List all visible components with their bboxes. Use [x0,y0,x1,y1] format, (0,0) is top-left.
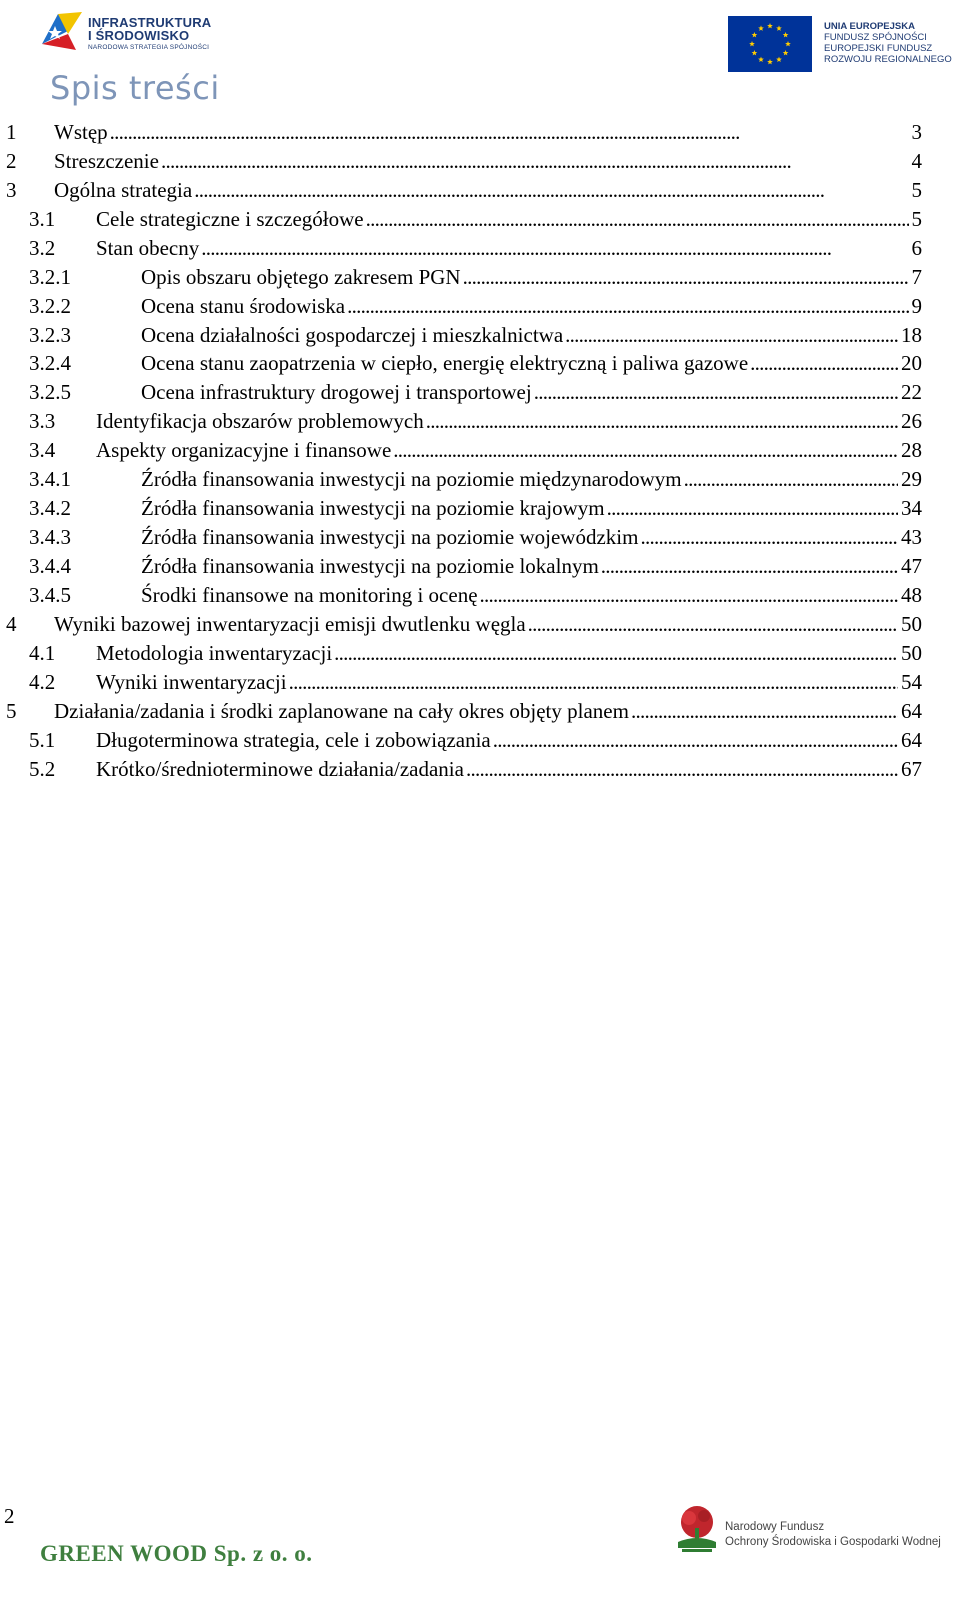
toc-page-number[interactable]: 67 [901,756,922,781]
toc-line [54,611,922,637]
toc-leader-dots [631,698,898,724]
toc-title[interactable]: Ocena działalności gospodarczej i mieszkalnictwa [141,322,564,347]
toc-title[interactable]: Ocena stanu zaopatrzenia w ciepło, energię elektryczną i paliwa gazowe [141,351,749,376]
toc-title[interactable]: Długoterminowa strategia, cele i zobowiązania [96,727,491,752]
toc-title[interactable]: Wstęp [54,119,108,144]
toc-entry[interactable] [0,550,960,579]
toc-entry[interactable] [0,174,960,203]
logo-line-2: I ŚRODOWISKO [88,28,190,43]
star-arrow-icon [38,8,84,52]
toc-page-number[interactable]: 3 [911,119,922,144]
toc-entry[interactable] [0,608,960,637]
toc-title[interactable]: Środki finansowe na monitoring i ocenę [141,582,478,607]
toc-leader-dots [334,640,898,666]
toc-page-number[interactable]: 64 [901,727,922,752]
toc-title[interactable]: Wyniki inwentaryzacji [96,669,287,694]
toc-page-number[interactable]: 28 [901,438,922,463]
toc-entry[interactable] [0,521,960,550]
toc-line [141,495,922,521]
toc-number: 3.4.4 [29,554,71,578]
toc-number: 3 [6,177,17,202]
toc-title[interactable]: Źródła finansowania inwestycji na poziomie wojewódzkim [141,525,639,550]
fund-logo-text [725,1520,941,1550]
toc-title[interactable]: Źródła finansowania inwestycji na poziomie lokalnym [141,554,599,578]
eu-logo [728,16,958,74]
toc-title[interactable]: Aspekty organizacyjne i finansowe [96,438,392,463]
toc-entry[interactable] [0,232,960,261]
toc-entry[interactable] [0,203,960,232]
fund-line-1: Narodowy Fundusz [725,1521,825,1533]
toc-entry[interactable] [0,290,960,319]
toc-leader-dots [528,611,898,637]
fund-line-2: Ochrony Środowiska i Gospodarki Wodnej [725,1536,941,1548]
toc-line [141,553,922,579]
toc-title[interactable]: Ogólna strategia [54,177,193,202]
toc-number: 5.1 [29,727,56,752]
toc-title[interactable]: Ocena stanu środowiska [141,293,346,318]
toc-entry[interactable] [0,434,960,463]
toc-page-number[interactable]: 9 [911,293,922,318]
toc-line [141,322,922,348]
toc-leader-dots [480,582,898,608]
toc-leader-dots [194,177,908,203]
page-title: Spis treści [50,69,220,107]
toc-line [141,379,922,405]
toc-page-number[interactable]: 43 [901,525,922,550]
toc-number: 3.2.4 [29,351,71,376]
footer-company: GREEN WOOD Sp. z o. o. [40,1541,313,1566]
toc-entry[interactable] [0,666,960,695]
toc-leader-dots [463,264,909,290]
toc-page-number[interactable]: 34 [901,496,922,521]
eu-logo-text [824,21,952,65]
toc-page-number[interactable]: 20 [901,351,922,376]
toc-title[interactable]: Metodologia inwentaryzacji [96,640,333,665]
toc-number: 3.3 [29,409,56,434]
toc-line [54,177,922,203]
toc-number: 3.4.3 [29,525,71,550]
toc-line [141,350,922,376]
page-number: 2 [4,1504,15,1528]
toc-page-number[interactable]: 50 [901,611,922,636]
toc-number: 3.2.2 [29,293,71,318]
toc-leader-dots [601,553,898,579]
toc-leader-dots [393,437,898,463]
toc-entry[interactable] [0,376,960,405]
toc-title[interactable]: Źródła finansowania inwestycji na poziomie międzynarodowym [141,467,682,492]
toc-title[interactable]: Opis obszaru objętego zakresem PGN [141,264,461,289]
toc-line [54,148,922,174]
toc-line [54,119,922,145]
toc-page-number[interactable]: 5 [911,206,922,231]
toc-number: 3.4.1 [29,467,71,492]
infrastruktura-srodowisko-logo [38,8,238,56]
toc-leader-dots [565,322,898,348]
toc-entry[interactable] [0,637,960,666]
toc-line [96,235,922,261]
toc-leader-dots [534,379,898,405]
eu-flag-icon [728,16,812,72]
toc-number: 3.2 [29,235,56,260]
toc-page-number[interactable]: 47 [901,554,922,578]
toc-page-number[interactable]: 50 [901,640,922,665]
toc-line [96,756,922,782]
toc-entry[interactable] [0,319,960,348]
toc-number: 3.2.5 [29,380,71,405]
toc-leader-dots [161,148,909,174]
eu-line-3: EUROPEJSKI FUNDUSZ [824,43,933,54]
toc-number: 2 [6,148,17,173]
toc-leader-dots [750,350,898,376]
toc-line [96,437,922,463]
toc-entry[interactable] [0,579,960,608]
toc-number: 3.4.5 [29,582,71,607]
toc-page-number[interactable]: 26 [901,409,922,434]
toc-line [141,466,922,492]
toc-title[interactable]: Wyniki bazowej inwentaryzacji emisji dwutlenku węgla [54,611,526,636]
toc-number: 5 [6,698,17,723]
toc-entry[interactable] [0,753,960,782]
toc-line [141,524,922,550]
toc-leader-dots [366,206,909,232]
toc-number: 4 [6,611,17,636]
toc-number: 5.2 [29,756,56,781]
toc-page-number[interactable]: 4 [911,148,922,173]
toc-entry[interactable] [0,463,960,492]
toc-entry[interactable] [0,492,960,521]
toc-number: 3.4 [29,438,56,463]
logo-line-1: INFRASTRUKTURA [88,15,212,30]
toc-leader-dots [289,669,898,695]
toc-line [96,206,922,232]
toc-page-number[interactable]: 6 [911,235,922,260]
toc-line [141,293,922,319]
eu-line-4: ROZWOJU REGIONALNEGO [824,54,952,65]
toc-title[interactable]: Działania/zadania i środki zaplanowane na cały okres objęty planem [54,698,629,723]
toc-line [96,408,922,434]
toc-leader-dots [607,495,898,521]
toc-page-number[interactable]: 18 [901,322,922,347]
toc-title[interactable]: Krótko/średnioterminowe działania/zadania [96,756,464,781]
nfosigw-logo [676,1504,956,1564]
toc-page-number[interactable]: 29 [901,467,922,492]
toc-line [141,264,922,290]
toc-leader-dots [640,524,898,550]
table-of-contents [0,116,960,782]
toc-line [96,669,922,695]
toc-entry[interactable] [0,724,960,753]
logo-line-3: NARODOWA STRATEGIA SPÓJNOŚCI [88,44,210,51]
toc-title[interactable]: Identyfikacja obszarów problemowych [96,409,424,434]
toc-leader-dots [684,466,898,492]
tree-icon [676,1504,718,1554]
toc-number: 1 [6,119,17,144]
toc-leader-dots [347,293,908,319]
toc-entry[interactable] [0,145,960,174]
toc-line [96,640,922,666]
toc-entry[interactable] [0,261,960,290]
toc-page-number[interactable]: 7 [911,264,922,289]
toc-leader-dots [201,235,908,261]
toc-title[interactable]: Cele strategiczne i szczegółowe [96,206,364,231]
toc-title[interactable]: Streszczenie [54,148,159,173]
toc-number: 3.2.3 [29,322,71,347]
toc-page-number[interactable]: 22 [901,380,922,405]
toc-number: 4.2 [29,669,56,694]
toc-title[interactable]: Ocena infrastruktury drogowej i transportowej [141,380,532,405]
toc-entry[interactable] [0,405,960,434]
toc-number: 3.1 [29,206,56,231]
toc-leader-dots [466,756,898,782]
toc-entry[interactable] [0,695,960,724]
eu-line-1: UNIA EUROPEJSKA [824,21,915,32]
toc-title[interactable]: Stan obecny [96,235,200,260]
toc-number: 4.1 [29,640,56,665]
toc-entry[interactable] [0,348,960,377]
toc-entry[interactable] [0,116,960,145]
toc-page-number[interactable]: 54 [901,669,922,694]
toc-leader-dots [110,119,909,145]
toc-number: 3.4.2 [29,496,71,521]
toc-line [54,698,922,724]
toc-number: 3.2.1 [29,264,71,289]
eu-line-2: FUNDUSZ SPÓJNOŚCI [824,32,927,43]
toc-line [96,727,922,753]
toc-page-number[interactable]: 48 [901,582,922,607]
toc-leader-dots [493,727,898,753]
toc-page-number[interactable]: 5 [911,177,922,202]
toc-title[interactable]: Źródła finansowania inwestycji na poziomie krajowym [141,496,605,521]
toc-leader-dots [426,408,898,434]
toc-line [141,582,922,608]
toc-page-number[interactable]: 64 [901,698,922,723]
